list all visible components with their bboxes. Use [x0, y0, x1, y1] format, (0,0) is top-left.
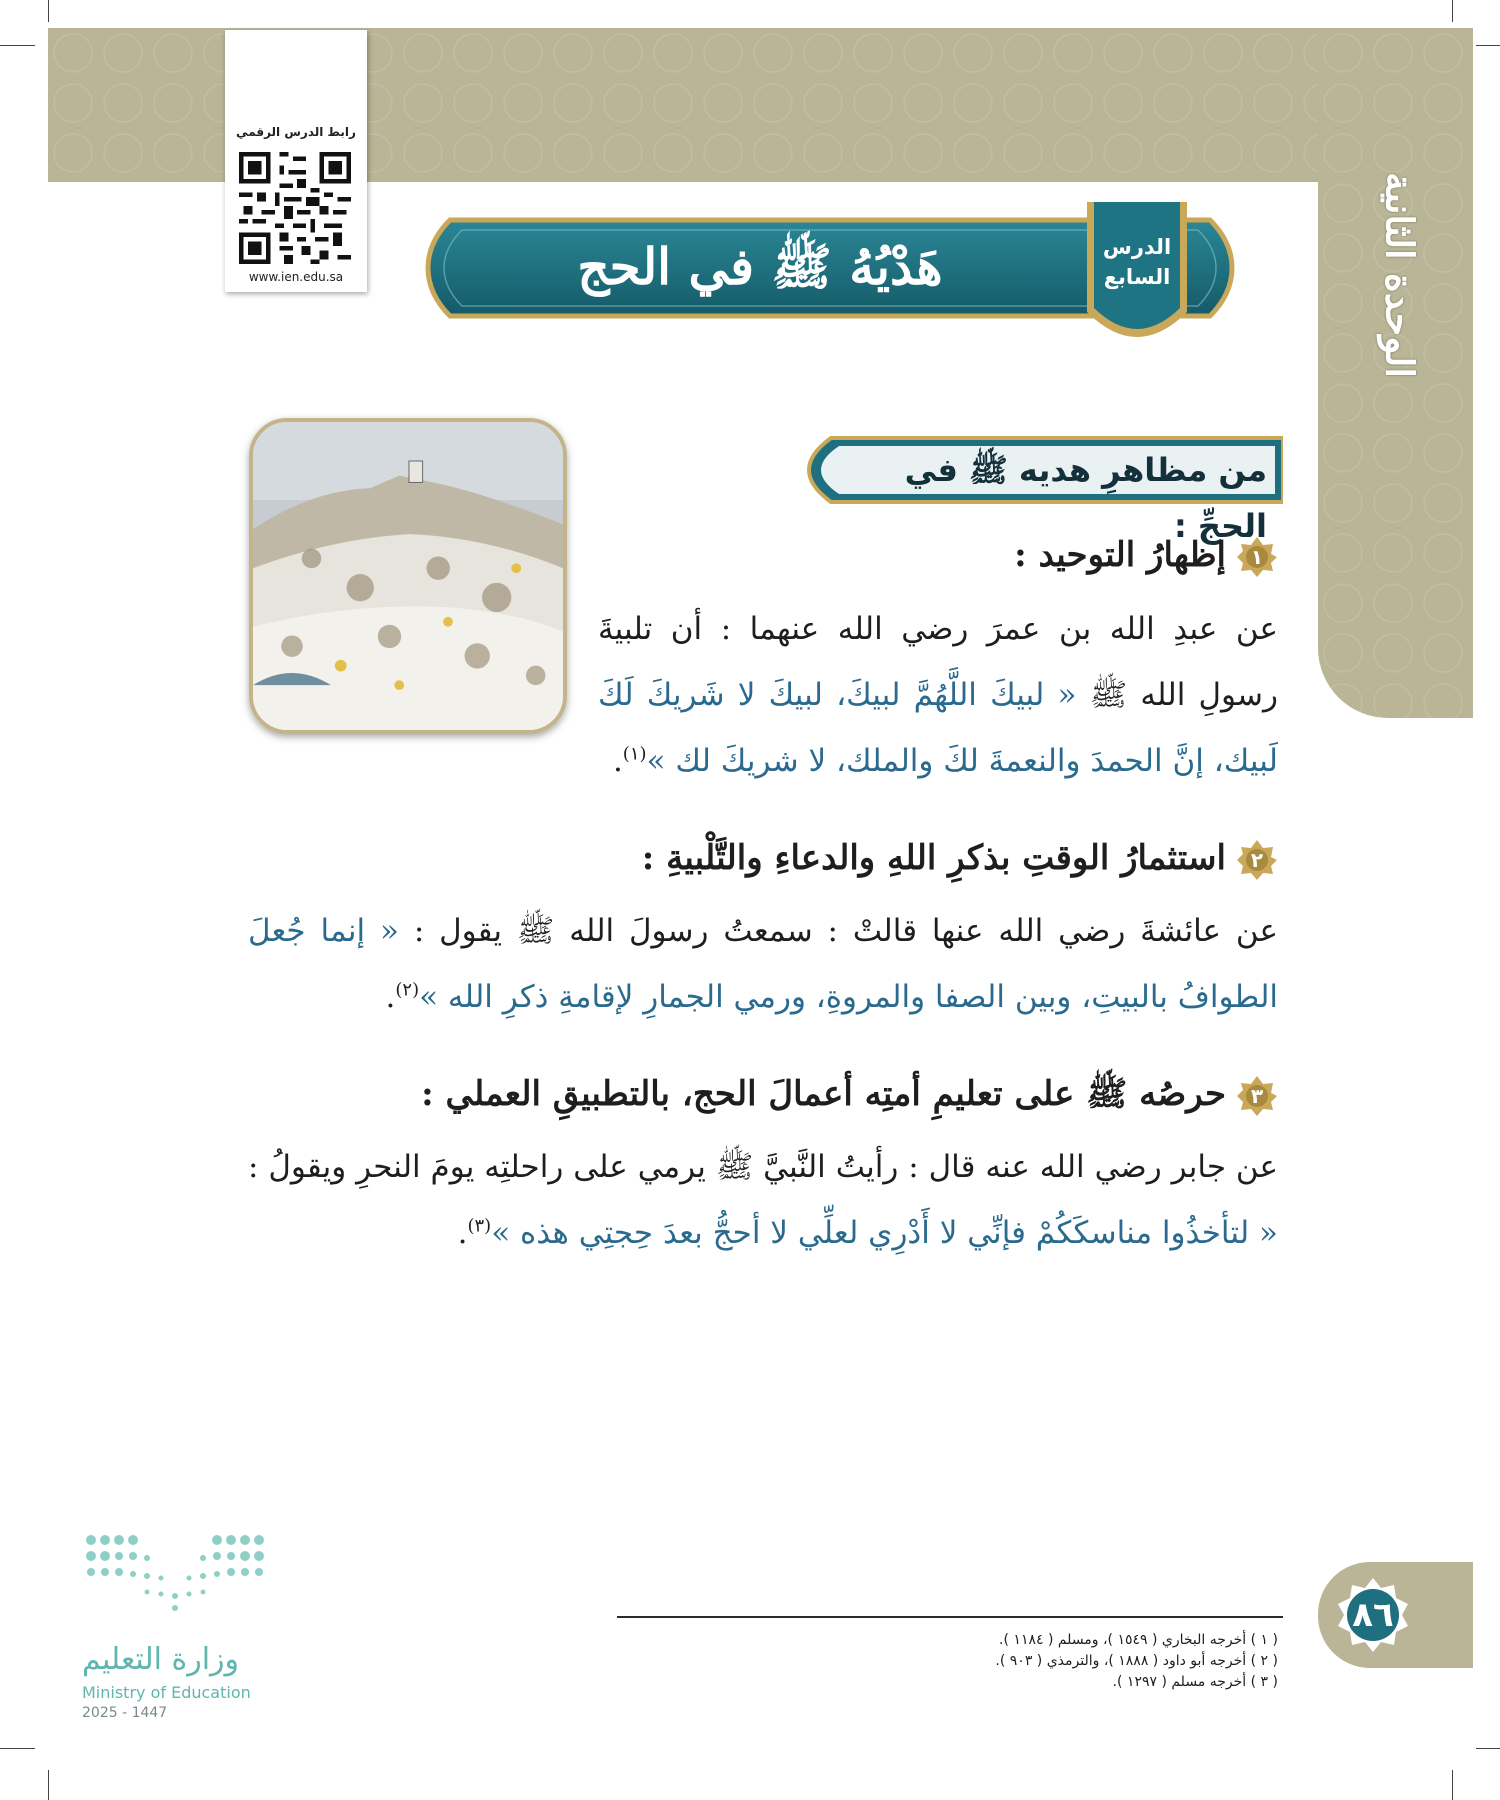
item-1-title: [1014, 535, 1278, 578]
item-1-ref: (١): [622, 743, 647, 765]
lesson-label-line1: الدرس: [1102, 235, 1172, 259]
ministry-logo-icon: [85, 1532, 265, 1612]
item-3-end: .: [457, 1215, 468, 1251]
item-2-paragraph: [248, 898, 1278, 1030]
crop-mark: [1476, 1748, 1500, 1749]
ministry-name-english: Ministry of Education: [82, 1683, 251, 1702]
item-2-title: [642, 838, 1278, 881]
section-heading: من مظاهرِ هديه ﷺ في الحجِّ :: [904, 451, 1267, 545]
unit-title: الوحدة الثانية: [1377, 172, 1423, 378]
footnote-2: ( ٢ ) أخرجه أبو داود ( ١٨٨٨ )، والترمذي ( ٩٠٣ ).: [995, 1653, 1278, 1669]
qr-code-icon[interactable]: [239, 152, 351, 264]
footnotes: [995, 1630, 1278, 1693]
crop-mark: [48, 0, 49, 22]
item-3-narration: عن جابر رضي الله عنه قال : رأيتُ النَّبيَّ ﷺ يرمي على راحلتِه يومَ النحرِ ويقولُ :: [248, 1149, 1278, 1185]
ornament-number-icon: ١: [1236, 536, 1278, 578]
item-2-end: .: [385, 979, 396, 1015]
crop-mark: [1452, 1770, 1453, 1800]
item-1-paragraph: [598, 596, 1278, 794]
item-2-ref: (٢): [395, 979, 420, 1001]
qr-url[interactable]: www.ien.edu.sa: [248, 270, 344, 284]
item-3-title-text: حرصُه ﷺ على تعليمِ أمتِه أعمالَ الحج، بالتطبيقِ العملي :: [421, 1074, 1226, 1114]
item-1-narration: عن عبدِ الله بن عمرَ رضي الله عنهما : أن تلبيةَ رسولِ الله ﷺ: [598, 611, 1278, 713]
item-1-end: .: [612, 743, 623, 779]
ministry-name-arabic: وزارة التعليم: [82, 1642, 240, 1677]
page-number: ٨٦: [1352, 1595, 1394, 1635]
footnote-rule: [617, 1616, 1283, 1618]
item-3-ref: (٣): [467, 1215, 492, 1237]
arafat-photo: [249, 418, 567, 734]
item-1-quote: « لبيكَ اللَّهُمَّ لبيكَ، لبيكَ لا شَريكَ لَكَ لَبيك، إنَّ الحمدَ والنعمةَ لكَ والملك، لا شريكَ لك »: [598, 677, 1278, 779]
item-2-title-text: استثمارُ الوقتِ بذكرِ اللهِ والدعاءِ والتَّلْبيةِ :: [641, 838, 1226, 878]
crop-mark: [1452, 0, 1453, 22]
lesson-title: هَدْيُهُ ﷺ في الحج: [577, 237, 943, 296]
ornament-number-icon: ٣: [1236, 1075, 1278, 1117]
qr-label: رابط الدرس الرقمي: [236, 125, 356, 139]
crop-mark: [0, 45, 35, 46]
ornament-number-icon: ٢: [1236, 839, 1278, 881]
item-2-narration: عن عائشةَ رضي الله عنها قالتْ : سمعتُ رسولَ الله ﷺ يقول :: [413, 913, 1278, 949]
crop-mark: [1476, 45, 1500, 46]
lesson-label: [1085, 232, 1189, 293]
digital-lesson-card[interactable]: [225, 30, 367, 292]
crop-mark: [48, 1770, 49, 1800]
item-3-paragraph: [248, 1134, 1278, 1266]
footnote-1: ( ١ ) أخرجه البخاري ( ١٥٤٩ )، ومسلم ( ١١٨٤ ).: [999, 1632, 1278, 1648]
footnote-3: ( ٣ ) أخرجه مسلم ( ١٢٩٧ ).: [1112, 1674, 1278, 1690]
item-2-quote: « إنما جُعلَ الطوافُ بالبيتِ، وبين الصفا والمروةِ، ورمي الجمارِ لإقامةِ ذكرِ الله »: [248, 913, 1278, 1015]
lesson-label-line2: السابع: [1103, 265, 1171, 290]
item-3-quote: « لتأخذُوا مناسكَكُمْ فإنِّي لا أَدْرِي لعلِّي لا أحجُّ بعدَ حِجتِي هذه »: [491, 1215, 1278, 1251]
crop-mark: [0, 1748, 35, 1749]
item-1-title-text: إظهارُ التوحيد :: [1014, 535, 1226, 575]
item-3-title: [421, 1073, 1278, 1122]
ministry-year: 2025 - 1447: [82, 1705, 168, 1721]
